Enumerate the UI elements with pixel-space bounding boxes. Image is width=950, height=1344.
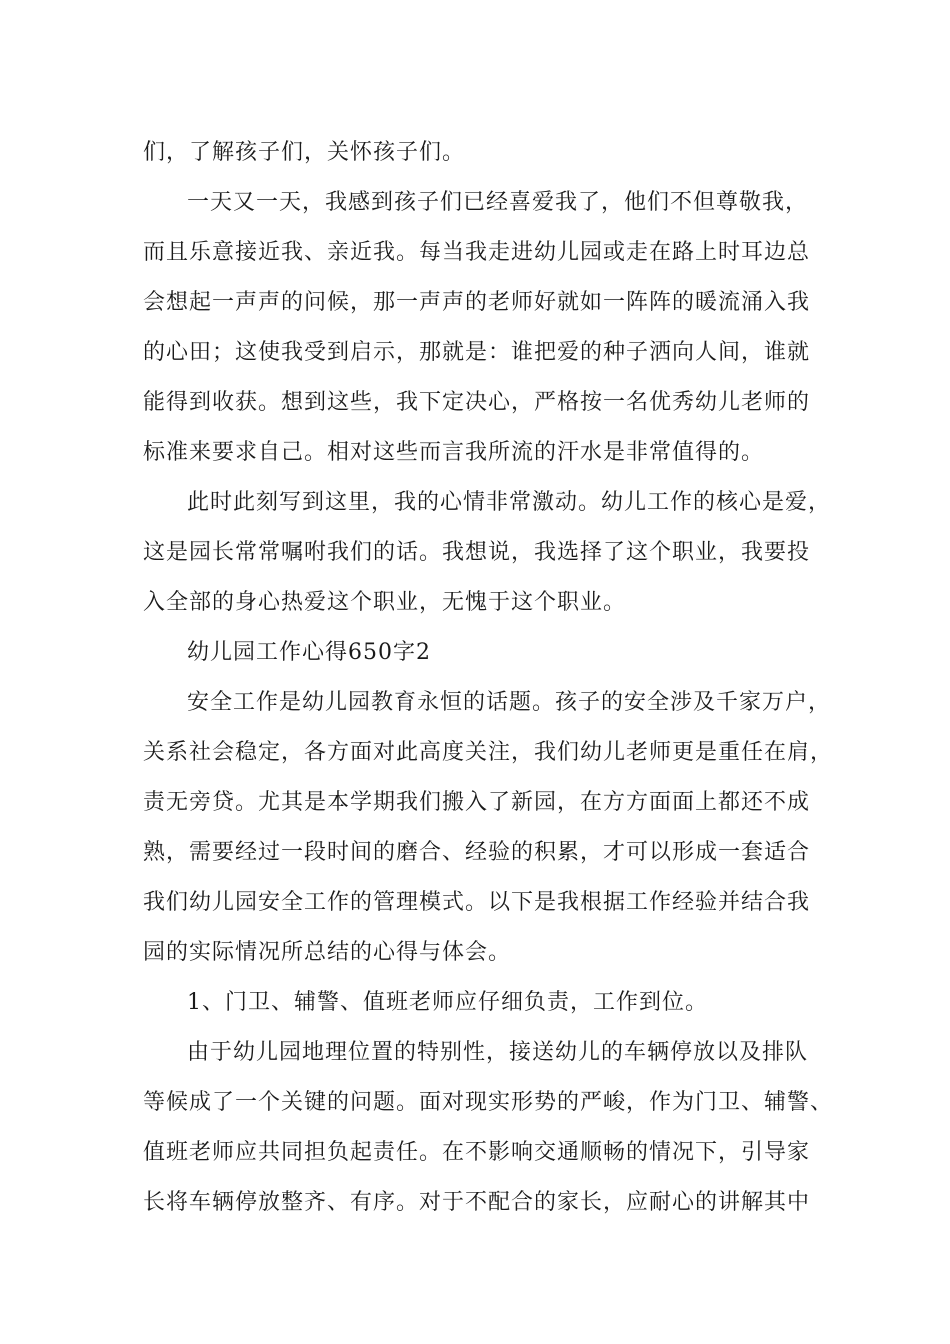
text-line: 关系社会稳定，各方面对此高度关注，我们幼儿老师更是重任在肩，: [143, 740, 834, 765]
text-line: 我们幼儿园安全工作的管理模式。以下是我根据工作经验并结合我: [143, 890, 811, 915]
text-line: 会想起一声声的问候，那一声声的老师好就如一阵阵的暖流涌入我: [143, 290, 811, 315]
text-line: 而且乐意接近我、亲近我。每当我走进幼儿园或走在路上时耳边总: [143, 240, 811, 265]
paragraph-start-line: 由于幼儿园地理位置的特别性，接送幼儿的车辆停放以及排队: [187, 1040, 809, 1065]
text-line: 入全部的身心热爱这个职业，无愧于这个职业。: [143, 590, 627, 615]
text-line: 值班老师应共同担负起责任。在不影响交通顺畅的情况下，引导家: [143, 1140, 811, 1165]
text-line: 等候成了一个关键的问题。面对现实形势的严峻，作为门卫、辅警、: [143, 1090, 834, 1115]
article-body: [143, 128, 833, 1228]
text-line: 的心田；这使我受到启示，那就是：谁把爱的种子洒向人间，谁就: [143, 340, 811, 365]
text-line: 熟，需要经过一段时间的磨合、经验的积累，才可以形成一套适合: [143, 840, 811, 865]
paragraph-start-line: 一天又一天，我感到孩子们已经喜爱我了，他们不但尊敬我，: [187, 190, 809, 215]
text-line: 园的实际情况所总结的心得与体会。: [143, 940, 512, 965]
text-line: 长将车辆停放整齐、有序。对于不配合的家长，应耐心的讲解其中: [143, 1190, 811, 1215]
text-line: 能得到收获。想到这些，我下定决心，严格按一名优秀幼儿老师的: [143, 390, 811, 415]
text-line: 这是园长常常嘱咐我们的话。我想说，我选择了这个职业，我要投: [143, 540, 811, 565]
text-line: 们，了解孩子们，关怀孩子们。: [143, 140, 466, 165]
text-line: 标准来要求自己。相对这些而言我所流的汗水是非常值得的。: [143, 440, 765, 465]
text-line: 责无旁贷。尤其是本学期我们搬入了新园，在方方面面上都还不成: [143, 790, 811, 815]
paragraph-start-line: 安全工作是幼儿园教育永恒的话题。孩子的安全涉及千家万户，: [187, 690, 832, 715]
list-item-heading: 1、门卫、辅警、值班老师应仔细负责，工作到位。: [187, 990, 708, 1015]
paragraph-start-line: 此时此刻写到这里，我的心情非常激动。幼儿工作的核心是爱，: [187, 490, 832, 515]
section-heading: 幼儿园工作心得650字2: [187, 640, 431, 665]
